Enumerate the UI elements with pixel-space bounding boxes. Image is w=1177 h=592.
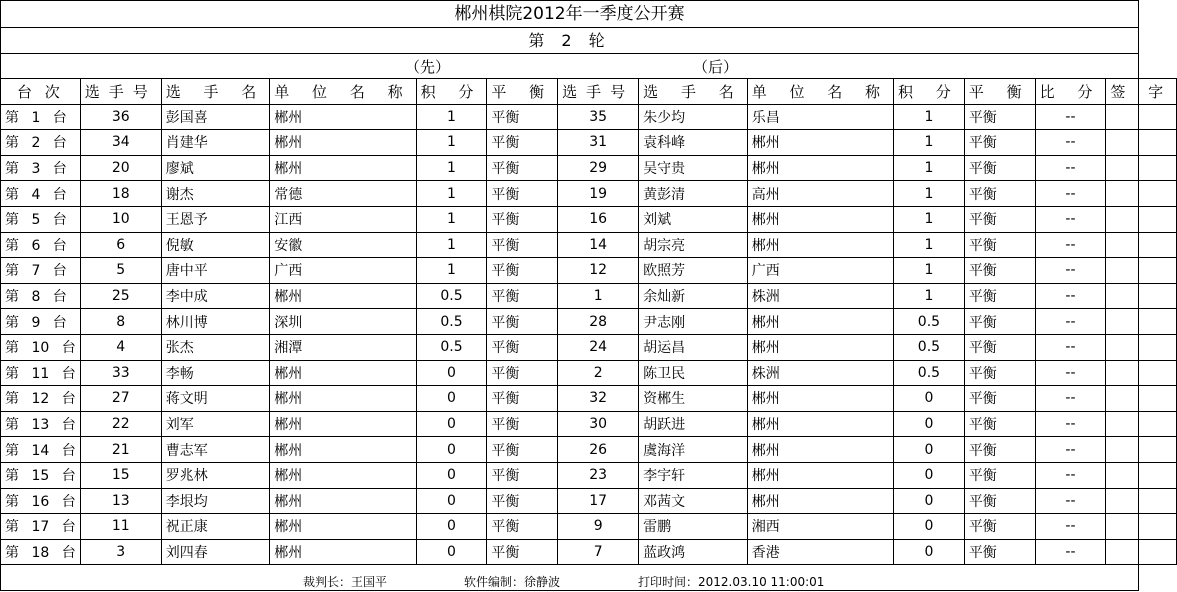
first-player-unit-cell: 广西 [270,258,416,284]
second-player-balance-cell: 平衡 [964,488,1035,514]
table-number-cell: 第 2 台 [1,130,81,156]
first-player-no-cell: 8 [80,309,161,335]
first-player-name-cell: 林川博 [161,309,270,335]
result-cell: -- [1035,360,1106,386]
table-number-cell: 第 17 台 [1,514,81,540]
second-player-balance-cell: 平衡 [964,130,1035,156]
first-player-name-cell: 谢杰 [161,181,270,207]
header-second-balance: 平 衡 [964,79,1035,105]
second-player-unit-cell: 郴州 [747,462,893,488]
result-cell: -- [1035,258,1106,284]
first-player-name-cell: 刘四春 [161,539,270,565]
first-player-name-cell: 刘军 [161,411,270,437]
second-player-no-cell: 19 [558,181,639,207]
round-label: 第 2 轮 [0,28,1139,54]
second-player-score-cell: 1 [894,232,965,258]
table-row [1,258,1177,284]
second-player-no-cell: 29 [558,155,639,181]
first-player-unit-cell: 深圳 [270,309,416,335]
first-player-no-cell: 27 [80,386,161,412]
first-player-no-cell: 33 [80,360,161,386]
first-player-no-cell: 13 [80,488,161,514]
side-first-label: （先） [405,58,451,76]
signature-cell [1106,258,1177,284]
first-player-unit-cell: 郴州 [270,283,416,309]
signature-cell [1106,206,1177,232]
second-player-balance-cell: 平衡 [964,258,1035,284]
first-player-score-cell: 0 [416,539,487,565]
first-player-no-cell: 5 [80,258,161,284]
second-player-score-cell: 0 [894,411,965,437]
first-player-score-cell: 1 [416,258,487,284]
second-player-balance-cell: 平衡 [964,386,1035,412]
table-row [1,155,1177,181]
result-cell: -- [1035,283,1106,309]
table-row [1,386,1177,412]
first-player-unit-cell: 郴州 [270,155,416,181]
result-cell: -- [1035,334,1106,360]
first-player-balance-cell: 平衡 [487,155,558,181]
signature-cell [1106,181,1177,207]
result-cell: -- [1035,437,1106,463]
first-player-score-cell: 0 [416,386,487,412]
first-player-name-cell: 张杰 [161,334,270,360]
second-player-balance-cell: 平衡 [964,514,1035,540]
first-player-balance-cell: 平衡 [487,539,558,565]
table-row [1,309,1177,335]
signature-cell [1106,386,1177,412]
second-player-no-cell: 23 [558,462,639,488]
print-time-label: 打印时间：2012.03.10 11:00:01 [638,575,825,589]
signature-cell [1106,360,1177,386]
second-player-unit-cell: 郴州 [747,386,893,412]
first-player-unit-cell: 郴州 [270,104,416,130]
second-player-name-cell: 胡运昌 [639,334,748,360]
second-player-unit-cell: 乐昌 [747,104,893,130]
table-row [1,462,1177,488]
first-player-no-cell: 15 [80,462,161,488]
table-row [1,206,1177,232]
pairing-table [0,78,1177,565]
first-player-score-cell: 1 [416,206,487,232]
second-player-unit-cell: 郴州 [747,334,893,360]
signature-cell [1106,411,1177,437]
header-first-name: 选 手 名 [161,79,270,105]
first-player-balance-cell: 平衡 [487,258,558,284]
table-number-cell: 第 10 台 [1,334,81,360]
first-player-name-cell: 王恩予 [161,206,270,232]
software-label: 软件编制：徐静波 [464,575,561,589]
second-player-unit-cell: 广西 [747,258,893,284]
signature-cell [1106,539,1177,565]
result-cell: -- [1035,155,1106,181]
first-player-name-cell: 蒋文明 [161,386,270,412]
first-player-unit-cell: 郴州 [270,130,416,156]
second-player-balance-cell: 平衡 [964,462,1035,488]
first-player-name-cell: 肖建华 [161,130,270,156]
second-player-name-cell: 欧照芳 [639,258,748,284]
first-player-no-cell: 21 [80,437,161,463]
table-number-cell: 第 12 台 [1,386,81,412]
header-first-score: 积 分 [416,79,487,105]
table-row [1,334,1177,360]
first-player-balance-cell: 平衡 [487,181,558,207]
table-number-cell: 第 1 台 [1,104,81,130]
signature-cell [1106,514,1177,540]
first-player-score-cell: 0 [416,411,487,437]
second-player-score-cell: 1 [894,181,965,207]
first-player-score-cell: 0.5 [416,334,487,360]
second-player-unit-cell: 香港 [747,539,893,565]
second-player-no-cell: 17 [558,488,639,514]
second-player-name-cell: 尹志刚 [639,309,748,335]
signature-cell [1106,155,1177,181]
first-player-score-cell: 0 [416,437,487,463]
first-player-name-cell: 李畅 [161,360,270,386]
first-player-name-cell: 罗兆林 [161,462,270,488]
second-player-balance-cell: 平衡 [964,309,1035,335]
table-row [1,232,1177,258]
second-player-unit-cell: 郴州 [747,437,893,463]
second-player-score-cell: 1 [894,283,965,309]
table-row [1,411,1177,437]
result-cell: -- [1035,206,1106,232]
first-player-balance-cell: 平衡 [487,334,558,360]
side-second-label: （后） [693,58,739,76]
header-second-no: 选手号 [558,79,639,105]
first-player-balance-cell: 平衡 [487,386,558,412]
first-player-balance-cell: 平衡 [487,514,558,540]
second-player-balance-cell: 平衡 [964,155,1035,181]
second-player-score-cell: 0.5 [894,309,965,335]
header-first-unit: 单 位 名 称 [270,79,416,105]
first-player-unit-cell: 安徽 [270,232,416,258]
first-player-balance-cell: 平衡 [487,411,558,437]
table-number-cell: 第 9 台 [1,309,81,335]
first-player-name-cell: 唐中平 [161,258,270,284]
second-player-no-cell: 35 [558,104,639,130]
second-player-no-cell: 2 [558,360,639,386]
result-cell: -- [1035,488,1106,514]
table-row [1,130,1177,156]
first-player-balance-cell: 平衡 [487,232,558,258]
second-player-no-cell: 7 [558,539,639,565]
first-player-balance-cell: 平衡 [487,206,558,232]
second-player-unit-cell: 郴州 [747,488,893,514]
header-result: 比 分 [1035,79,1106,105]
second-player-no-cell: 31 [558,130,639,156]
first-player-score-cell: 1 [416,104,487,130]
second-player-no-cell: 14 [558,232,639,258]
header-second-score: 积 分 [894,79,965,105]
second-player-score-cell: 0 [894,462,965,488]
first-player-unit-cell: 郴州 [270,488,416,514]
table-row [1,437,1177,463]
second-player-unit-cell: 株洲 [747,283,893,309]
second-player-balance-cell: 平衡 [964,283,1035,309]
second-player-no-cell: 24 [558,334,639,360]
second-player-name-cell: 袁科峰 [639,130,748,156]
second-player-unit-cell: 株洲 [747,360,893,386]
second-player-balance-cell: 平衡 [964,539,1035,565]
second-player-name-cell: 吴守贵 [639,155,748,181]
second-player-score-cell: 0 [894,488,965,514]
table-row [1,181,1177,207]
header-first-balance: 平 衡 [487,79,558,105]
first-player-no-cell: 20 [80,155,161,181]
first-player-score-cell: 0.5 [416,309,487,335]
first-player-score-cell: 0 [416,514,487,540]
first-player-no-cell: 18 [80,181,161,207]
table-number-cell: 第 13 台 [1,411,81,437]
signature-cell [1106,130,1177,156]
second-player-name-cell: 蓝政鸿 [639,539,748,565]
second-player-balance-cell: 平衡 [964,206,1035,232]
table-number-cell: 第 6 台 [1,232,81,258]
first-player-balance-cell: 平衡 [487,462,558,488]
table-row [1,360,1177,386]
table-row [1,539,1177,565]
first-player-unit-cell: 郴州 [270,386,416,412]
table-number-cell: 第 3 台 [1,155,81,181]
header-signature: 签 字 [1106,79,1177,105]
result-cell: -- [1035,232,1106,258]
second-player-name-cell: 邓茜文 [639,488,748,514]
first-player-score-cell: 0 [416,360,487,386]
signature-cell [1106,232,1177,258]
first-player-name-cell: 祝正康 [161,514,270,540]
second-player-balance-cell: 平衡 [964,437,1035,463]
table-row [1,283,1177,309]
first-player-score-cell: 0.5 [416,283,487,309]
first-player-unit-cell: 江西 [270,206,416,232]
second-player-balance-cell: 平衡 [964,181,1035,207]
signature-cell [1106,488,1177,514]
second-player-name-cell: 黄彭清 [639,181,748,207]
result-cell: -- [1035,386,1106,412]
first-player-balance-cell: 平衡 [487,360,558,386]
first-player-no-cell: 3 [80,539,161,565]
second-player-balance-cell: 平衡 [964,334,1035,360]
table-number-cell: 第 15 台 [1,462,81,488]
second-player-name-cell: 资郴生 [639,386,748,412]
second-player-score-cell: 1 [894,155,965,181]
signature-cell [1106,437,1177,463]
second-player-unit-cell: 湘西 [747,514,893,540]
signature-cell [1106,462,1177,488]
first-player-score-cell: 0 [416,488,487,514]
second-player-name-cell: 李宇轩 [639,462,748,488]
table-number-cell: 第 4 台 [1,181,81,207]
first-player-balance-cell: 平衡 [487,130,558,156]
first-player-balance-cell: 平衡 [487,437,558,463]
table-row [1,514,1177,540]
first-player-balance-cell: 平衡 [487,488,558,514]
second-player-no-cell: 26 [558,437,639,463]
table-number-cell: 第 16 台 [1,488,81,514]
second-player-name-cell: 雷鹏 [639,514,748,540]
second-player-no-cell: 28 [558,309,639,335]
second-player-score-cell: 0 [894,437,965,463]
result-cell: -- [1035,104,1106,130]
second-player-score-cell: 0 [894,386,965,412]
first-player-unit-cell: 郴州 [270,462,416,488]
first-player-score-cell: 1 [416,130,487,156]
second-player-name-cell: 余灿新 [639,283,748,309]
result-cell: -- [1035,411,1106,437]
second-player-score-cell: 0 [894,514,965,540]
signature-cell [1106,309,1177,335]
second-player-no-cell: 9 [558,514,639,540]
first-player-unit-cell: 郴州 [270,360,416,386]
second-player-name-cell: 朱少均 [639,104,748,130]
second-player-balance-cell: 平衡 [964,232,1035,258]
first-player-no-cell: 22 [80,411,161,437]
second-player-name-cell: 胡跃进 [639,411,748,437]
first-player-balance-cell: 平衡 [487,309,558,335]
table-number-cell: 第 8 台 [1,283,81,309]
second-player-score-cell: 0.5 [894,360,965,386]
table-number-cell: 第 7 台 [1,258,81,284]
table-number-cell: 第 18 台 [1,539,81,565]
second-player-score-cell: 1 [894,104,965,130]
second-player-name-cell: 刘斌 [639,206,748,232]
first-player-name-cell: 李中成 [161,283,270,309]
table-row [1,488,1177,514]
header-first-no: 选手号 [80,79,161,105]
second-player-no-cell: 12 [558,258,639,284]
signature-cell [1106,334,1177,360]
second-player-unit-cell: 郴州 [747,130,893,156]
second-player-balance-cell: 平衡 [964,360,1035,386]
second-player-name-cell: 虞海洋 [639,437,748,463]
result-cell: -- [1035,539,1106,565]
result-cell: -- [1035,462,1106,488]
second-player-unit-cell: 高州 [747,181,893,207]
first-player-score-cell: 0 [416,462,487,488]
first-player-name-cell: 曹志军 [161,437,270,463]
table-number-cell: 第 11 台 [1,360,81,386]
second-player-unit-cell: 郴州 [747,411,893,437]
second-player-name-cell: 陈卫民 [639,360,748,386]
first-player-unit-cell: 湘潭 [270,334,416,360]
result-cell: -- [1035,309,1106,335]
signature-cell [1106,104,1177,130]
first-player-no-cell: 4 [80,334,161,360]
result-cell: -- [1035,181,1106,207]
result-cell: -- [1035,514,1106,540]
first-player-no-cell: 6 [80,232,161,258]
first-player-balance-cell: 平衡 [487,104,558,130]
first-player-unit-cell: 郴州 [270,514,416,540]
header-table: 台 次 [1,79,81,105]
sheet-title: 郴州棋院2012年一季度公开赛 [0,0,1139,28]
second-player-score-cell: 1 [894,130,965,156]
second-player-balance-cell: 平衡 [964,104,1035,130]
second-player-no-cell: 32 [558,386,639,412]
second-player-score-cell: 0 [894,539,965,565]
second-player-unit-cell: 郴州 [747,309,893,335]
second-player-no-cell: 1 [558,283,639,309]
second-player-unit-cell: 郴州 [747,232,893,258]
first-player-score-cell: 1 [416,232,487,258]
signature-cell [1106,283,1177,309]
table-row [1,104,1177,130]
first-player-name-cell: 廖斌 [161,155,270,181]
header-second-name: 选 手 名 [639,79,748,105]
first-player-no-cell: 10 [80,206,161,232]
header-second-unit: 单 位 名 称 [747,79,893,105]
first-player-unit-cell: 郴州 [270,437,416,463]
first-player-no-cell: 25 [80,283,161,309]
first-player-score-cell: 1 [416,181,487,207]
first-player-balance-cell: 平衡 [487,283,558,309]
second-player-name-cell: 胡宗亮 [639,232,748,258]
first-player-no-cell: 34 [80,130,161,156]
second-player-no-cell: 16 [558,206,639,232]
header-row [1,79,1177,105]
second-player-score-cell: 1 [894,206,965,232]
second-player-balance-cell: 平衡 [964,411,1035,437]
first-player-unit-cell: 郴州 [270,539,416,565]
first-player-no-cell: 11 [80,514,161,540]
second-player-no-cell: 30 [558,411,639,437]
first-player-unit-cell: 常德 [270,181,416,207]
first-player-score-cell: 1 [416,155,487,181]
second-player-unit-cell: 郴州 [747,206,893,232]
table-number-cell: 第 14 台 [1,437,81,463]
table-number-cell: 第 5 台 [1,206,81,232]
first-player-name-cell: 李垠均 [161,488,270,514]
referee-label: 裁判长：王国平 [303,575,388,589]
result-cell: -- [1035,130,1106,156]
second-player-unit-cell: 郴州 [747,155,893,181]
first-player-name-cell: 倪敏 [161,232,270,258]
first-player-no-cell: 36 [80,104,161,130]
first-player-name-cell: 彭国喜 [161,104,270,130]
second-player-score-cell: 1 [894,258,965,284]
second-player-score-cell: 0.5 [894,334,965,360]
first-player-unit-cell: 郴州 [270,411,416,437]
